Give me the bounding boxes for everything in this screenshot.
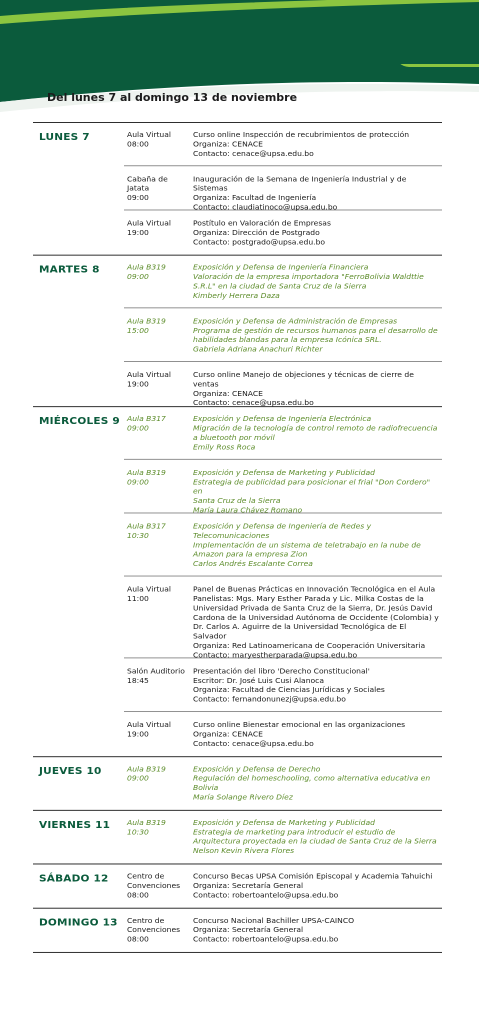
event-description-line: Exposición y Defensa de Ingeniería Electrónica <box>193 414 372 424</box>
event-description-line: Presentación del libro 'Derecho Constitucional' <box>193 666 370 676</box>
event-description <box>193 522 441 569</box>
event-description-line: Panel de Buenas Prácticas en Innovación Tecnológica en el Aula <box>193 584 436 594</box>
day-section <box>0 406 479 756</box>
event-place-line: Aula Virtual <box>127 720 171 729</box>
event-description-line: Emily Ross Roca <box>193 442 256 452</box>
event-location-time <box>127 175 189 203</box>
event-description-line: Curso online Inspección de recubrimientos de protección <box>193 130 410 139</box>
event-place-line: Salón Auditorio <box>127 666 185 676</box>
event-place-line: Centro de <box>127 871 165 881</box>
event-item <box>124 308 442 362</box>
event-location-time <box>127 370 189 389</box>
event-place-line: Aula Virtual <box>127 130 171 139</box>
event-place-line: 08:00 <box>127 935 149 944</box>
event-location-time <box>127 872 189 900</box>
event-description-line: Exposición y Defensa de Marketing y Publicidad <box>193 468 375 477</box>
event-place-line: Aula B319 <box>127 764 166 774</box>
event-description-line: Contacto: fernandonunezj@upsa.edu.bo <box>193 695 346 704</box>
event-description-line: María Solange Rivero Díez <box>193 792 293 802</box>
event-description-line: Organiza: Dirección de Postgrado <box>193 228 320 237</box>
event-description <box>193 468 441 515</box>
event-item <box>124 577 442 659</box>
day-section <box>0 864 479 908</box>
event-description-line: Contacto: robertoantelo@upsa.edu.bo <box>193 935 339 944</box>
event-place-line: Centro de <box>127 916 165 925</box>
event-description-line: Nelson Kevin Rivera Flores <box>193 846 295 856</box>
event-place-line: Cabaña de <box>127 174 168 184</box>
day-section <box>0 122 479 255</box>
event-description-line: Regulación del homeschooling, como alternativa educativa en <box>193 774 431 783</box>
event-description-line: Organiza: CENACE <box>193 729 263 739</box>
event-place-line: 19:00 <box>127 729 149 739</box>
footer-band <box>0 0 479 64</box>
event-description-line: Organiza: Facultad de Ingeniería <box>193 193 317 202</box>
event-description-line: Exposición y Defensa de Administración de Empresas <box>193 316 398 326</box>
event-description-line: Contacto: claudiatinoco@upsa.edu.bo <box>193 202 338 212</box>
event-description-line: Contacto: robertoantelo@upsa.edu.bo <box>193 890 339 900</box>
event-description <box>193 415 441 453</box>
event-location-time <box>127 317 189 336</box>
event-description-line: Organiza: Secretaría General <box>193 881 304 890</box>
event-place-line: 09:00 <box>127 193 149 202</box>
event-location-time <box>127 818 189 837</box>
event-place-line: 09:00 <box>127 774 149 783</box>
event-description-line: Contacto: postgrado@upsa.edu.bo <box>193 237 326 247</box>
event-description-line: Organiza: CENACE <box>193 139 263 149</box>
event-item <box>124 406 442 460</box>
event-item <box>124 513 442 576</box>
event-description-line: Exposición y Defensa de Derecho <box>193 764 321 774</box>
event-description <box>193 818 441 856</box>
event-description <box>193 219 441 247</box>
day-section <box>0 756 479 810</box>
event-item <box>124 460 442 514</box>
event-description-line: Organiza: CENACE <box>193 389 263 398</box>
event-description-line: Santa Cruz de la Sierra <box>193 496 281 505</box>
event-description-line: Implementación de un sistema de teletrabajo en la nube de <box>193 540 421 550</box>
event-description-line: Estrategia de publicidad para posicionar el frial "Don Cordero" en <box>193 477 431 496</box>
event-description-line: Curso online Manejo de objeciones y técnicas de cierre de ventas <box>193 370 414 389</box>
event-place-line: Aula Virtual <box>127 218 171 228</box>
event-description-line: Gabriela Adriana Anachuri Richter <box>193 345 323 354</box>
event-description-line: Concurso Becas UPSA Comisión Episcopal y Academia Tahuichi <box>193 871 433 881</box>
event-place-line: Aula Virtual <box>127 370 171 379</box>
event-description <box>193 370 441 408</box>
event-place-line: 09:00 <box>127 272 149 282</box>
day-label: DOMINGO 13 <box>39 917 118 929</box>
event-place-line: Aula Virtual <box>127 584 171 594</box>
event-description-line: Panelistas: Mgs. Mary Esther Parada y Lic. Milka Costas de la <box>193 594 424 603</box>
event-location-time <box>127 585 189 604</box>
event-description <box>193 765 441 803</box>
day-label: LUNES 7 <box>39 131 90 143</box>
event-description <box>193 130 441 158</box>
event-place-line: Aula B319 <box>127 468 166 477</box>
event-item <box>124 122 442 166</box>
event-place-line: 09:00 <box>127 477 149 487</box>
event-item <box>124 712 442 756</box>
event-description-line: Organiza: Secretaría General <box>193 925 304 935</box>
event-description-line: Curso online Bienestar emocional en las organizaciones <box>193 720 406 729</box>
event-place-line: Aula B317 <box>127 414 166 424</box>
event-description-line: Arquitectura proyectada en la ciudad de Santa Cruz de la Sierra <box>193 837 437 846</box>
event-place-line: 08:00 <box>127 890 149 900</box>
date-range: Del lunes 7 al domingo 13 de noviembre <box>47 91 298 104</box>
day-label: MARTES 8 <box>39 264 100 276</box>
event-place-line: 15:00 <box>127 326 149 335</box>
event-description-line: Cardona de la Universidad Autónoma de Occidente (Colombia) y <box>193 613 439 622</box>
event-description <box>193 317 441 355</box>
footer-info-line: MAYOR INFORMACIÓN: FUNDACIÓN UNIVERSIDAD PRIVADA DE SANTA CRUZ DE LA SIERRA - UPSA <box>53 993 426 1001</box>
event-description-line: Exposición y Defensa de Ingeniería Financiera <box>193 263 369 272</box>
event-description-line: Bolivia <box>193 783 219 792</box>
event-place-line: Aula B317 <box>127 521 166 531</box>
event-description-line: Programa de gestión de recursos humanos para el desarrollo de <box>193 326 438 335</box>
day-label: JUEVES 10 <box>39 765 102 777</box>
event-description <box>193 667 441 705</box>
event-description-line: Universidad Privada de Santa Cruz de la Sierra, Dr. Jesús David <box>193 603 433 613</box>
event-location-time <box>127 468 189 487</box>
event-item <box>124 255 442 309</box>
event-item <box>124 864 442 908</box>
event-item <box>124 810 442 864</box>
event-description-line: Exposición y Defensa de Marketing y Publicidad <box>193 818 375 827</box>
event-description-line: Contacto: cenace@upsa.edu.bo <box>193 398 314 408</box>
event-location-time <box>127 130 189 149</box>
day-section <box>0 908 479 952</box>
event-description-line: Kimberly Herrera Daza <box>193 291 280 300</box>
event-description-line: Amazon para la empresa Zion <box>193 550 308 559</box>
event-location-time <box>127 522 189 541</box>
event-item <box>124 210 442 254</box>
event-place-line: 09:00 <box>127 424 149 433</box>
event-description <box>193 720 441 748</box>
event-description-line: Valoración de la empresa importadora "FerroBolivia Waldttie <box>193 272 424 282</box>
event-description-line: Escritor: Dr. José Luis Cusi Alanoca <box>193 676 325 685</box>
event-item <box>124 362 442 406</box>
event-description-line: S.R.L" en la ciudad de Santa Cruz de la Sierra <box>193 281 367 291</box>
event-description <box>193 175 441 213</box>
event-description-line: Dr. Carlos A. Aguirre de la Universidad Tecnológica de El Salvador <box>193 622 407 641</box>
event-place-line: Jatata <box>127 184 150 193</box>
event-location-time <box>127 667 189 686</box>
event-place-line: Aula B319 <box>127 818 166 827</box>
event-description-line: Telecomunicaciones <box>193 531 270 540</box>
event-item <box>124 756 442 810</box>
event-place-line: 19:00 <box>127 228 149 237</box>
event-description-line: Migración de la tecnología de control remoto de radiofrecuencia <box>193 424 438 433</box>
day-section <box>0 255 479 407</box>
event-item <box>124 908 442 952</box>
event-place-line: Convenciones <box>127 925 181 935</box>
event-place-line: Convenciones <box>127 881 181 890</box>
event-place-line: 08:00 <box>127 139 149 149</box>
event-description-line: Carlos Andrés Escalante Correa <box>193 559 313 569</box>
event-description-line: a bluetooth por móvil <box>193 433 275 442</box>
event-item <box>124 658 442 712</box>
event-description <box>193 263 441 301</box>
footer-contact-line: Departamento de Comunicación e Imagen | comunicacionimagen@upsa.edu.bo | Telf.: 346 4000, int. 235 <box>45 1005 434 1013</box>
event-description <box>193 585 441 660</box>
event-description-line: Contacto: cenace@upsa.edu.bo <box>193 739 314 748</box>
event-location-time <box>127 219 189 238</box>
event-description-line: Contacto: cenace@upsa.edu.bo <box>193 149 314 158</box>
event-place-line: 10:30 <box>127 531 149 540</box>
event-place-line: 10:30 <box>127 827 149 837</box>
event-description-line: Inauguración de la Semana de Ingeniería Industrial y de Sistemas <box>193 174 407 193</box>
day-label: MIÉRCOLES 9 <box>39 415 120 427</box>
event-place-line: 19:00 <box>127 379 149 389</box>
event-description-line: Organiza: Red Latinoamericana de Cooperación Universitaria <box>193 641 426 650</box>
event-description-line: Concurso Nacional Bachiller UPSA-CAINCO <box>193 916 355 925</box>
event-location-time <box>127 415 189 434</box>
event-location-time <box>127 263 189 282</box>
event-location-time <box>127 765 189 784</box>
event-description <box>193 916 441 944</box>
day-label: VIERNES 11 <box>39 819 111 831</box>
event-place-line: Aula B319 <box>127 263 166 272</box>
event-description-line: habilidades blandas para la empresa Icónica SRL. <box>193 335 382 345</box>
event-item <box>124 166 442 210</box>
event-place-line: 11:00 <box>127 594 149 603</box>
event-description-line: Estrategia de marketing para introducir el estudio de <box>193 827 396 837</box>
event-location-time <box>127 720 189 739</box>
event-description-line: María Laura Chávez Romano <box>193 505 303 515</box>
event-description-line: Organiza: Facultad de Ciencias Jurídicas y Sociales <box>193 685 385 695</box>
day-section <box>0 810 479 864</box>
agenda-end-divider <box>33 952 442 953</box>
event-place-line: 18:45 <box>127 676 149 685</box>
event-description-line: Postítulo en Valoración de Empresas <box>193 218 331 228</box>
event-description-line: Exposición y Defensa de Ingeniería de Redes y <box>193 521 372 531</box>
event-description <box>193 872 441 900</box>
event-description-line: Contacto: maryestherparada@upsa.edu.bo <box>193 650 358 660</box>
event-location-time <box>127 916 189 944</box>
day-label: SÁBADO 12 <box>39 872 109 885</box>
event-place-line: Aula B319 <box>127 316 166 326</box>
